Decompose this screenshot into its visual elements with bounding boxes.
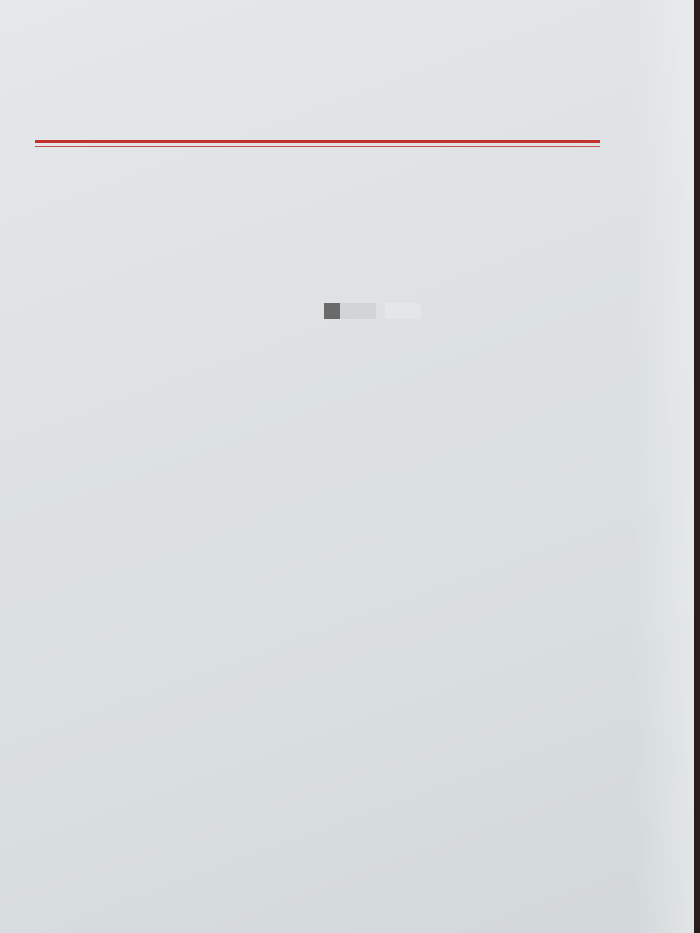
masthead-rule-thin [35,146,600,147]
masthead-rule-thick [35,140,600,143]
